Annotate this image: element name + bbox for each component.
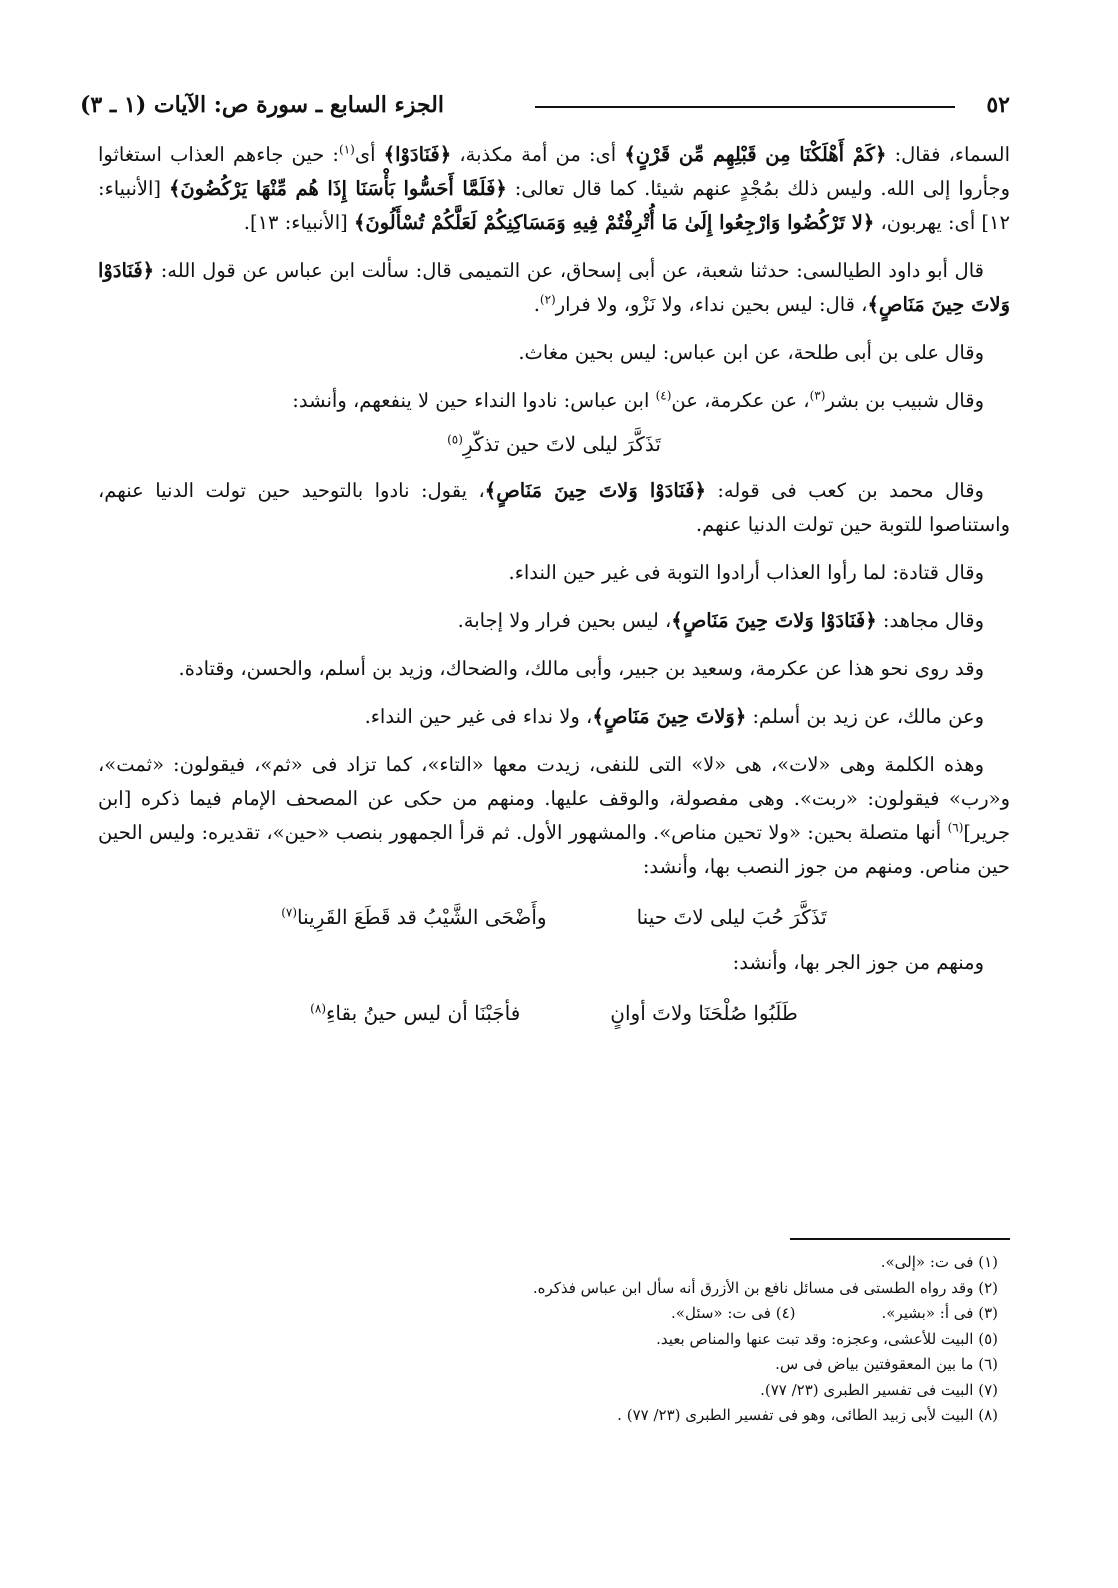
text-run: ، عن عكرمة، عن — [671, 389, 810, 412]
footnote: (٣) فى أ: «بشير». — [881, 1304, 998, 1322]
text-run: ، ليس بحين فرار ولا إجابة. — [457, 609, 672, 632]
text-run: وقال شبيب بن بشر — [825, 389, 984, 412]
footnote-ref: (٢) — [539, 292, 556, 307]
quran-quote: ﴿فَنَادَوْا﴾ — [383, 143, 452, 166]
verse-second-hemistich — [310, 994, 520, 1032]
footnote-ref: (٧) — [281, 905, 298, 920]
quran-quote: ﴿فَنَادَوْا وَلاتَ حِينَ مَنَاصٍ﴾ — [671, 609, 877, 632]
footnote-ref: (١) — [339, 142, 355, 157]
paragraph: وقال قتادة: لما رأوا العذاب أرادوا التوبة فى غير حين النداء. — [508, 561, 984, 584]
footnote: (٤) فى ت: «سئل». — [671, 1304, 796, 1322]
quran-quote: ﴿فَنَادَوْا وَلاتَ حِينَ مَنَاصٍ﴾ — [484, 479, 706, 502]
footnote-ref: (٣) — [809, 388, 826, 403]
verse-first-hemistich: طَلَبُوا صُلْحَنَا ولاتَ أوانٍ — [610, 1001, 798, 1025]
paragraph — [98, 384, 1010, 418]
poetry-verse — [98, 898, 1010, 936]
paragraph — [98, 254, 1010, 322]
header-rule — [535, 106, 955, 108]
text-run: السماء، فقال: — [886, 143, 1010, 166]
quran-quote: ﴿كَمْ أَهْلَكْنَا مِن قَبْلِهِم مِّن قَرْنٍ﴾ — [624, 143, 887, 166]
paragraph: وقد روى نحو هذا عن عكرمة، وسعيد بن جبير، وأبى مالك، والضحاك، وزيد بن أسلم، والحسن، وقتادة. — [178, 657, 984, 680]
text-run: . — [533, 293, 540, 316]
quran-quote: ﴿وَلاتَ حِينَ مَنَاصٍ﴾ — [592, 705, 747, 728]
quran-quote: ﴿فَلَمَّا أَحَسُّوا بَأْسَنَا إِذَا هُم مِّنْهَا يَرْكُضُونَ﴾ — [168, 177, 507, 200]
footnote: (٧) البيت فى تفسير الطبرى (٢٣/ ٧٧). — [760, 1380, 998, 1399]
header-title: الجزء السابع ـ سورة ص: الآيات (١ ـ ٣) — [80, 92, 444, 118]
text-run: [الأنبياء: ١٣]. — [243, 211, 354, 234]
poetry-verse — [98, 994, 1010, 1032]
footnote-row — [118, 1301, 998, 1327]
verse-text: فأجَبْنَا أن ليس حينُ بقاءِ — [326, 1001, 521, 1025]
text-run: ، قال: ليس بحين نداء، ولا نَزْو، ولا فرار — [555, 293, 868, 316]
text-run: أى: من أمة مكذبة، — [451, 143, 625, 166]
paragraph — [98, 748, 1010, 884]
main-text — [98, 138, 1010, 1042]
paragraph — [98, 604, 1010, 638]
footnote: (٦) ما بين المعقوفتين بياض فى س. — [775, 1355, 998, 1373]
text-run: [الأنبياء: ١٢] أى: يهربون، — [98, 177, 1010, 234]
text-run: ، ولا نداء فى غير حين النداء. — [364, 705, 593, 728]
footnotes — [118, 1250, 998, 1429]
running-header — [80, 92, 1010, 126]
footnote-rule — [790, 1238, 1010, 1240]
footnote-ref: (٨) — [310, 1001, 326, 1016]
text-run: قال أبو داود الطيالسى: حدثنا شعبة، عن أبى إسحاق، عن التميمى قال: سألت ابن عباس عن قول الله: — [154, 259, 984, 282]
paragraph — [98, 700, 1010, 734]
paragraph: ومنهم من جوز الجر بها، وأنشد: — [732, 951, 984, 974]
verse-text: وأَضْحَى الشَّيْبُ قد قَطَعَ القَرِينا — [297, 905, 547, 929]
page-number: ٥٢ — [986, 92, 1010, 118]
text-run: وقال محمد بن كعب فى قوله: — [705, 479, 984, 502]
footnote: (٨) البيت لأبى زبيد الطائى، وهو فى تفسير الطبرى (٢٣/ ٧٧) . — [617, 1406, 998, 1424]
footnote: (٢) وقد رواه الطستى فى مسائل نافع بن الأزرق أنه سأل ابن عباس فذكره. — [532, 1278, 998, 1297]
footnote-ref: (٥) — [447, 432, 463, 447]
text-run: وهذه الكلمة وهى «لات»، هى «لا» التى للنفى، زيدت معها «التاء»، كما تزاد فى «ثم»، فيقولون: «ثمت»، و«رب» فيقولون: «ربت». وهى مفصولة، والوقف عليها. ومنهم من حكى عن المصحف الإمام فيما ذكره [ابن جرير] — [98, 753, 1010, 844]
footnote-ref: (٦) — [947, 820, 964, 835]
paragraph: وقال على بن أبى طلحة، عن ابن عباس: ليس بحين مغاث. — [518, 341, 984, 364]
poetry-verse — [98, 426, 1010, 462]
text-run: : حين جاءهم العذاب استغاثوا وجأروا إلى الله. وليس ذلك بمُجْدٍ عنهم شيئا. كما قال تعالى: — [98, 143, 1010, 200]
paragraph — [98, 474, 1010, 542]
text-run: أنها متصلة بحين: «ولا تحين مناص». والمشهور الأول. ثم قرأ الجمهور بنصب «حين»، تقديره: وليس الحين حين مناص. ومنهم من جوز النصب بها، وأنشد: — [98, 821, 1010, 878]
text-run: ابن عباس: نادوا النداء حين لا ينفعهم، وأنشد: — [292, 389, 656, 412]
text-run: أى — [354, 143, 384, 166]
text-run: ، يقول: نادوا بالتوحيد حين تولت الدنيا عنهم، واستناصوا للتوبة حين تولت الدنيا عنهم. — [98, 479, 1010, 536]
text-run: وقال مجاهد: — [876, 609, 984, 632]
quran-quote: ﴿فَنَادَوْا وَلاتَ حِينَ مَنَاصٍ﴾ — [98, 259, 1010, 316]
text-run: وعن مالك، عن زيد بن أسلم: — [746, 705, 984, 728]
verse-second-hemistich — [281, 898, 546, 936]
quran-quote: ﴿لا تَرْكُضُوا وَارْجِعُوا إِلَىٰ مَا أُتْرِفْتُمْ فِيهِ وَمَسَاكِنِكُمْ لَعَلَّكُمْ تُسْأَلُونَ﴾ — [353, 211, 875, 234]
footnote: (٥) البيت للأعشى، وعجزه: وقد تبت عنها والمناص بعيد. — [656, 1329, 998, 1348]
verse-text: تَذَكَّرَ ليلى لاتَ حين تذكّرِ — [462, 432, 661, 456]
paragraph — [98, 138, 1010, 240]
footnote-ref: (٤) — [655, 388, 672, 403]
footnote: (١) فى ت: «إلى». — [880, 1253, 998, 1271]
verse-first-hemistich: تَذَكَّرَ حُبَ ليلى لاتَ حينا — [636, 905, 827, 929]
